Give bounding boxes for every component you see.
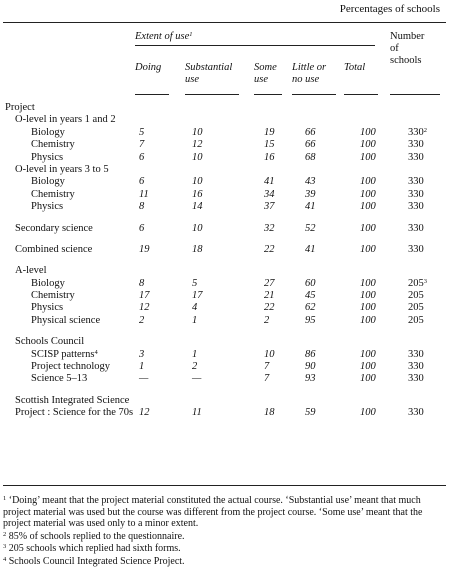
table-row bbox=[3, 361, 450, 373]
cell-schools: 205 bbox=[408, 290, 424, 302]
cell-schools bbox=[406, 164, 450, 176]
cell-substantial bbox=[189, 164, 261, 176]
cell-some bbox=[261, 265, 302, 277]
cell-doing: 6 bbox=[139, 176, 145, 188]
cell-little: 59 bbox=[305, 406, 316, 418]
cell-substantial: 5 bbox=[192, 277, 198, 289]
cell-doing: 17 bbox=[139, 290, 150, 302]
row-label: Physics bbox=[31, 201, 64, 213]
cell-substantial: 10 bbox=[192, 126, 203, 138]
cell-total: 100 bbox=[360, 290, 376, 302]
header-doing: Doing bbox=[135, 62, 162, 73]
cell-total bbox=[357, 114, 406, 126]
cell-substantial: 10 bbox=[192, 222, 203, 234]
cell-little: 39 bbox=[305, 188, 316, 200]
cell-total: 100 bbox=[360, 406, 376, 418]
row-label: Biology bbox=[31, 176, 65, 188]
footnote: $^3$ 205 schools which replied had sixth forms. bbox=[3, 543, 181, 554]
table-row bbox=[3, 189, 450, 201]
cell-some: 21 bbox=[264, 290, 275, 302]
cell-some bbox=[261, 114, 302, 126]
cell-total: 100 bbox=[360, 302, 376, 314]
row-label: A-level bbox=[15, 265, 47, 277]
row-spacer bbox=[3, 214, 450, 223]
cell-total: 100 bbox=[360, 361, 376, 373]
cell-schools: 330 bbox=[408, 201, 424, 213]
cell-little: 66 bbox=[305, 126, 316, 138]
table-row bbox=[3, 114, 450, 126]
table-row bbox=[3, 176, 450, 188]
table-row bbox=[3, 201, 450, 213]
cell-schools: 330 bbox=[408, 139, 424, 151]
cell-little: 62 bbox=[305, 302, 316, 314]
cell-doing: 7 bbox=[139, 139, 145, 151]
row-label: Physical science bbox=[31, 314, 101, 326]
cell-doing: 1 bbox=[139, 361, 145, 373]
cell-little: 90 bbox=[305, 361, 316, 373]
cell-schools bbox=[406, 102, 450, 114]
cell-schools: 330 bbox=[408, 373, 424, 385]
cell-schools: 330 bbox=[408, 348, 424, 360]
cell-total: 100 bbox=[360, 151, 376, 163]
cell-doing: 5 bbox=[139, 126, 145, 138]
table-row bbox=[3, 244, 450, 256]
cell-some: 15 bbox=[264, 139, 275, 151]
cell-doing: 8 bbox=[139, 201, 145, 213]
cell-schools: 330 bbox=[408, 188, 424, 200]
footnote: $^4$ Schools Council Integrated Science Project. bbox=[3, 555, 185, 567]
cell-substantial: 10 bbox=[192, 176, 203, 188]
cell-substantial: 10 bbox=[192, 151, 203, 163]
cell-total bbox=[357, 164, 406, 176]
row-label: O-level in years 3 to 5 bbox=[15, 163, 109, 175]
cell-doing: 11 bbox=[139, 188, 149, 200]
total-header-rule bbox=[344, 94, 378, 95]
cell-some: 34 bbox=[264, 188, 275, 200]
table-row bbox=[3, 139, 450, 151]
cell-total: 100 bbox=[360, 139, 376, 151]
cell-some: 2 bbox=[264, 314, 270, 326]
cell-substantial: 11 bbox=[192, 406, 202, 418]
row-label: Scottish Integrated Science Project : Science for the 70s bbox=[15, 394, 134, 418]
table-row bbox=[3, 315, 450, 327]
cell-some bbox=[261, 336, 302, 348]
cell-some: 7 bbox=[264, 373, 270, 385]
cell-substantial: 17 bbox=[192, 290, 203, 302]
data-table bbox=[3, 102, 450, 419]
little-header-rule bbox=[292, 94, 336, 95]
table-row bbox=[3, 152, 450, 164]
row-spacer bbox=[3, 256, 450, 265]
cell-some: 16 bbox=[264, 151, 275, 163]
table-row bbox=[3, 265, 450, 277]
row-label: Biology bbox=[31, 277, 65, 289]
cell-schools: 330 bbox=[408, 361, 424, 373]
table-row bbox=[3, 373, 450, 385]
cell-doing: 6 bbox=[139, 151, 145, 163]
cell-some: 37 bbox=[264, 201, 275, 213]
table-caption: Percentages of schools bbox=[339, 3, 440, 15]
cell-total: 100 bbox=[360, 176, 376, 188]
row-label: SCISP patterns$^4$ bbox=[31, 348, 98, 360]
cell-substantial: 14 bbox=[192, 201, 203, 213]
cell-total: 100 bbox=[360, 314, 376, 326]
cell-some: 32 bbox=[264, 222, 275, 234]
cell-doing bbox=[136, 164, 189, 176]
cell-some: 10 bbox=[264, 348, 275, 360]
row-label: O-level in years 1 and 2 bbox=[15, 114, 116, 126]
cell-total bbox=[357, 265, 406, 277]
cell-little: 43 bbox=[305, 176, 316, 188]
cell-total: 100 bbox=[360, 348, 376, 360]
table-row bbox=[3, 336, 450, 348]
some-header-rule bbox=[254, 94, 282, 95]
cell-schools: 330 bbox=[408, 406, 424, 418]
cell-doing: 6 bbox=[139, 222, 145, 234]
row-label: Project bbox=[5, 102, 35, 113]
header-some-use: Some use bbox=[254, 62, 277, 85]
cell-some: 27 bbox=[264, 277, 275, 289]
cell-substantial: 1 bbox=[192, 314, 198, 326]
footnote: $^2$ 85% of schools replied to the questionnaire. bbox=[3, 530, 185, 542]
cell-total bbox=[357, 102, 406, 114]
table-row bbox=[3, 102, 450, 114]
row-label: Biology bbox=[31, 126, 65, 138]
cell-schools bbox=[406, 336, 450, 348]
cell-substantial: 4 bbox=[192, 302, 198, 314]
cell-schools: 330 bbox=[408, 176, 424, 188]
row-label: Combined science bbox=[15, 243, 93, 255]
row-spacer bbox=[3, 235, 450, 244]
cell-substantial: 12 bbox=[192, 139, 203, 151]
cell-some: 22 bbox=[264, 302, 275, 314]
cell-little: 95 bbox=[305, 314, 316, 326]
header-number-of-schools: Number of schools bbox=[390, 31, 425, 66]
cell-some: 22 bbox=[264, 243, 275, 255]
row-label: Science 5–13 bbox=[31, 373, 88, 385]
cell-schools: 330 bbox=[408, 222, 424, 234]
cell-doing: — bbox=[139, 373, 149, 385]
cell-doing: 19 bbox=[139, 243, 150, 255]
cell-little: 52 bbox=[305, 222, 316, 234]
cell-doing: 2 bbox=[139, 314, 145, 326]
cell-schools: $205^3$ bbox=[408, 277, 427, 289]
cell-total: 100 bbox=[360, 277, 376, 289]
cell-total: 100 bbox=[360, 126, 376, 138]
cell-total: 100 bbox=[360, 222, 376, 234]
row-label: Chemistry bbox=[31, 290, 75, 302]
table-row bbox=[3, 278, 450, 290]
cell-some: 7 bbox=[264, 361, 270, 373]
cell-schools: 330 bbox=[408, 243, 424, 255]
cell-substantial: 18 bbox=[192, 243, 203, 255]
cell-little: 41 bbox=[305, 243, 316, 255]
table-row bbox=[3, 127, 450, 139]
cell-doing bbox=[136, 114, 189, 126]
cell-total: 100 bbox=[360, 188, 376, 200]
cell-little bbox=[302, 265, 357, 277]
cell-little bbox=[302, 164, 357, 176]
table-row bbox=[3, 395, 450, 419]
cell-some: 19 bbox=[264, 126, 275, 138]
cell-some: 41 bbox=[264, 176, 275, 188]
cell-doing: 3 bbox=[139, 348, 145, 360]
cell-schools: 205 bbox=[408, 314, 424, 326]
cell-doing: 12 bbox=[139, 302, 150, 314]
cell-substantial: 2 bbox=[192, 361, 198, 373]
row-label: Chemistry bbox=[31, 139, 75, 151]
footnote: $^1$ ‘Doing’ meant that the project material constituted the actual course. ‘Substantial use’ meant that much project material was used but the course was different from the project course. ‘Some use’ meant that the project material was used only to a minor extent. bbox=[3, 495, 423, 529]
cell-little bbox=[302, 102, 357, 114]
cell-doing: 8 bbox=[139, 277, 145, 289]
cell-schools bbox=[406, 265, 450, 277]
row-label: Chemistry bbox=[31, 188, 75, 200]
table-row bbox=[3, 349, 450, 361]
doing-header-rule bbox=[135, 94, 169, 95]
table-row bbox=[3, 302, 450, 314]
cell-substantial: 1 bbox=[192, 348, 198, 360]
cell-little: 68 bbox=[305, 151, 316, 163]
cell-substantial bbox=[189, 336, 261, 348]
cell-schools: 330 bbox=[408, 151, 424, 163]
cell-substantial bbox=[189, 102, 261, 114]
row-label: Physics bbox=[31, 302, 64, 314]
cell-little bbox=[302, 114, 357, 126]
cell-schools: 205 bbox=[408, 302, 424, 314]
row-label: Secondary science bbox=[15, 222, 93, 234]
substantial-header-rule bbox=[185, 94, 239, 95]
schools-header-rule bbox=[390, 94, 440, 95]
cell-doing: 12 bbox=[139, 406, 150, 418]
cell-little: 86 bbox=[305, 348, 316, 360]
cell-little: 66 bbox=[305, 139, 316, 151]
cell-little: 45 bbox=[305, 290, 316, 302]
cell-some: 18 bbox=[264, 406, 275, 418]
cell-total: 100 bbox=[360, 373, 376, 385]
cell-doing bbox=[136, 102, 189, 114]
cell-total bbox=[357, 336, 406, 348]
row-label: Physics bbox=[31, 151, 64, 163]
cell-total: 100 bbox=[360, 243, 376, 255]
bottom-rule bbox=[3, 485, 446, 486]
cell-doing bbox=[136, 336, 189, 348]
cell-substantial: — bbox=[192, 373, 202, 385]
cell-some bbox=[261, 102, 302, 114]
cell-schools bbox=[406, 114, 450, 126]
cell-little: 60 bbox=[305, 277, 316, 289]
cell-doing bbox=[136, 265, 189, 277]
header-extent-of-use: Extent of use$^1$ bbox=[135, 31, 193, 42]
row-label: Schools Council bbox=[15, 336, 85, 348]
cell-substantial bbox=[189, 265, 261, 277]
cell-schools: $330^2$ bbox=[408, 126, 427, 138]
cell-substantial: 16 bbox=[192, 188, 203, 200]
cell-some bbox=[261, 164, 302, 176]
header-extent-rule bbox=[135, 45, 375, 46]
cell-total: 100 bbox=[360, 201, 376, 213]
table-row bbox=[3, 290, 450, 302]
top-rule bbox=[3, 22, 446, 23]
row-spacer bbox=[3, 327, 450, 336]
cell-substantial bbox=[189, 114, 261, 126]
cell-little bbox=[302, 336, 357, 348]
footnotes bbox=[3, 495, 446, 568]
table-row bbox=[3, 164, 450, 176]
cell-little: 93 bbox=[305, 373, 316, 385]
header-little-or-no-use: Little or no use bbox=[292, 62, 327, 85]
header-total: Total bbox=[344, 62, 366, 73]
row-label: Project technology bbox=[31, 361, 111, 373]
row-spacer bbox=[3, 386, 450, 395]
table-row bbox=[3, 223, 450, 235]
cell-little: 41 bbox=[305, 201, 316, 213]
header-substantial-use: Substantial use bbox=[185, 62, 233, 85]
